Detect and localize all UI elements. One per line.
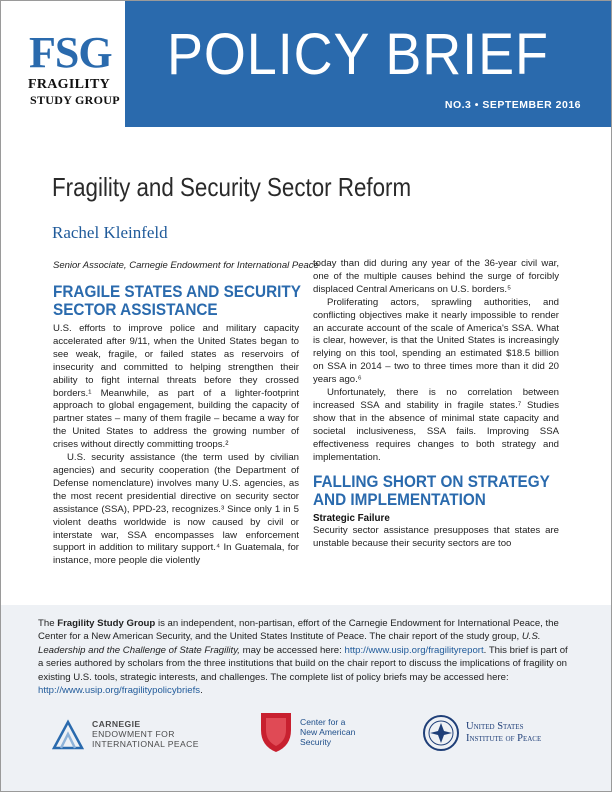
section-heading-line: AND IMPLEMENTATION — [313, 489, 486, 509]
author-name: Rachel Kleinfeld — [52, 223, 168, 242]
section-heading-line: SECTOR ASSISTANCE — [53, 300, 218, 319]
section-heading — [313, 471, 550, 509]
carnegie-emblem-icon — [50, 718, 86, 750]
paragraph: today than did during any year of the 36-year civil war, one of the multiple causes behind the surge of forcibly displaced Central Americans on U.S. borders.⁵ — [313, 258, 559, 295]
author-role: Senior Associate, Carnegie Endowment for International Peace — [53, 260, 319, 271]
brief-banner — [125, 1, 611, 127]
subheading: Strategic Failure — [313, 512, 390, 524]
fsg-logo-mark: FSG — [29, 28, 112, 77]
fsg-logo — [1, 1, 125, 127]
footer-text-part: may be accessed here: — [239, 644, 345, 656]
issue-number: NO.3 • SEPTEMBER 2016 — [444, 99, 581, 111]
section-heading — [53, 282, 301, 319]
cnas-shield-icon — [258, 710, 294, 754]
paragraph: U.S. security assistance (the term used by civilian agencies) and security cooperation (the Department of Defense nomenclature) involves many U.S. agencies, as the most recent presidential directive on security sector assistance (SSA), PPD-23, recognizes.³ Since only 1 in 5 violent deaths worldwide is now caused by civil or interstate war, SSA encompasses law enforcement support in addition to military support.⁴ In Guatemala, for instance, more people die violently — [53, 452, 299, 567]
column-right — [313, 258, 559, 551]
policy-briefs-link[interactable]: http://www.usip.org/fragilitypolicybriefs — [38, 685, 201, 697]
fsg-logo-line2: STUDY GROUP — [30, 93, 120, 107]
cnas-logo — [258, 710, 355, 754]
report-link[interactable]: http://www.usip.org/fragilityreport — [344, 644, 484, 656]
org-name: Fragility Study Group — [57, 618, 156, 629]
document-title: Fragility and Security Sector Reform — [52, 172, 412, 202]
brief-title: POLICY BRIEF — [167, 22, 549, 87]
cnas-line3: Security — [300, 737, 332, 747]
paragraph: Security sector assistance presupposes that states are unstable because their security sectors are too — [313, 525, 559, 550]
report-title: U.S. Leadership and the Challenge of State Fragility, — [38, 631, 541, 656]
footer-text-part: is an independent, non-partisan, effort of the Carnegie Endowment for International Peace, the Center for a New American Security, and the United States Institute of Peace. The chair report of the study group, — [38, 618, 559, 643]
footer-text-part: . — [200, 685, 203, 697]
paragraph: U.S. efforts to improve police and military capacity accelerated after 9/11, when the United States began to see weak, fragile, or failed states as reservoirs of insecurity and committed to helping strengthen their ability to fight internal threats before they crossed borders.¹ Meanwhile, as part of a lighter-footprint approach to global engagement, building the capacity of partner states – many of them fragile – became a way for the United States to address the growing number of crises without directly committing troops.² — [53, 323, 299, 451]
usip-logo — [422, 714, 541, 752]
paragraph: Unfortunately, there is no correlation between increased SSA and stability in fragile states.⁷ Studies show that in the absence of minimal state capacity and societal inclusiveness, SSA fails. Improving SSA effectiveness requires changes to both strategy and implementation. — [313, 387, 559, 463]
usip-line1: United States — [466, 721, 524, 732]
usip-line2: Institute of Peace — [466, 733, 542, 744]
header-banner — [1, 1, 611, 127]
cnas-line1: Center for a — [300, 717, 346, 727]
section-heading-line: FRAGILE STATES AND SECURITY — [53, 282, 301, 301]
section-heading-line: FALLING SHORT ON STRATEGY — [313, 471, 550, 491]
footer-text-part: . This brief is part of a series authored by scholars from the three institutions that build on the chair report to discuss the implications of fragility on existing U.S. tools, strategic interests, and challenges. The complete list of policy briefs may be accessed here: — [38, 644, 568, 683]
fsg-logo-line1: FRAGILITY — [28, 77, 111, 92]
paragraph: Proliferating actors, sprawling authorities, and conflicting objectives make it nearly impossible to render an accurate account of the scale of America's SSA. What is clear, however, is that the United States is increasingly relying on this tool, spending an estimated $18.5 billion on SSA in 2014 – two to three times more than it did 20 years ago.⁶ — [313, 296, 559, 386]
carnegie-logo — [50, 718, 199, 750]
carnegie-line2: ENDOWMENT FOR — [92, 729, 175, 739]
carnegie-line1: CARNEGIE — [92, 719, 141, 729]
cnas-line2: New American — [300, 727, 356, 737]
carnegie-line3: INTERNATIONAL PEACE — [92, 739, 199, 749]
column-left — [53, 283, 299, 568]
usip-seal-icon — [422, 714, 460, 752]
footer-text: The Fragility Study Group is an independent, non-partisan, effort of the Carnegie Endowment for International Peace, the Center for a New American Security, and the United States Institute of Peace. The chair report of the study group, U.S. Leadership and the Challenge of State Fragility, may be accessed here: http://www.usip.org/fragilityreport. This brief is part of a series authored by scholars from the three institutions that build on the chair report to discuss the implications of fragility on existing U.S. tools, strategic interests, and challenges. The complete list of policy briefs may be accessed here: http://www.usip.org/fragilitypolicybriefs. — [38, 618, 568, 697]
